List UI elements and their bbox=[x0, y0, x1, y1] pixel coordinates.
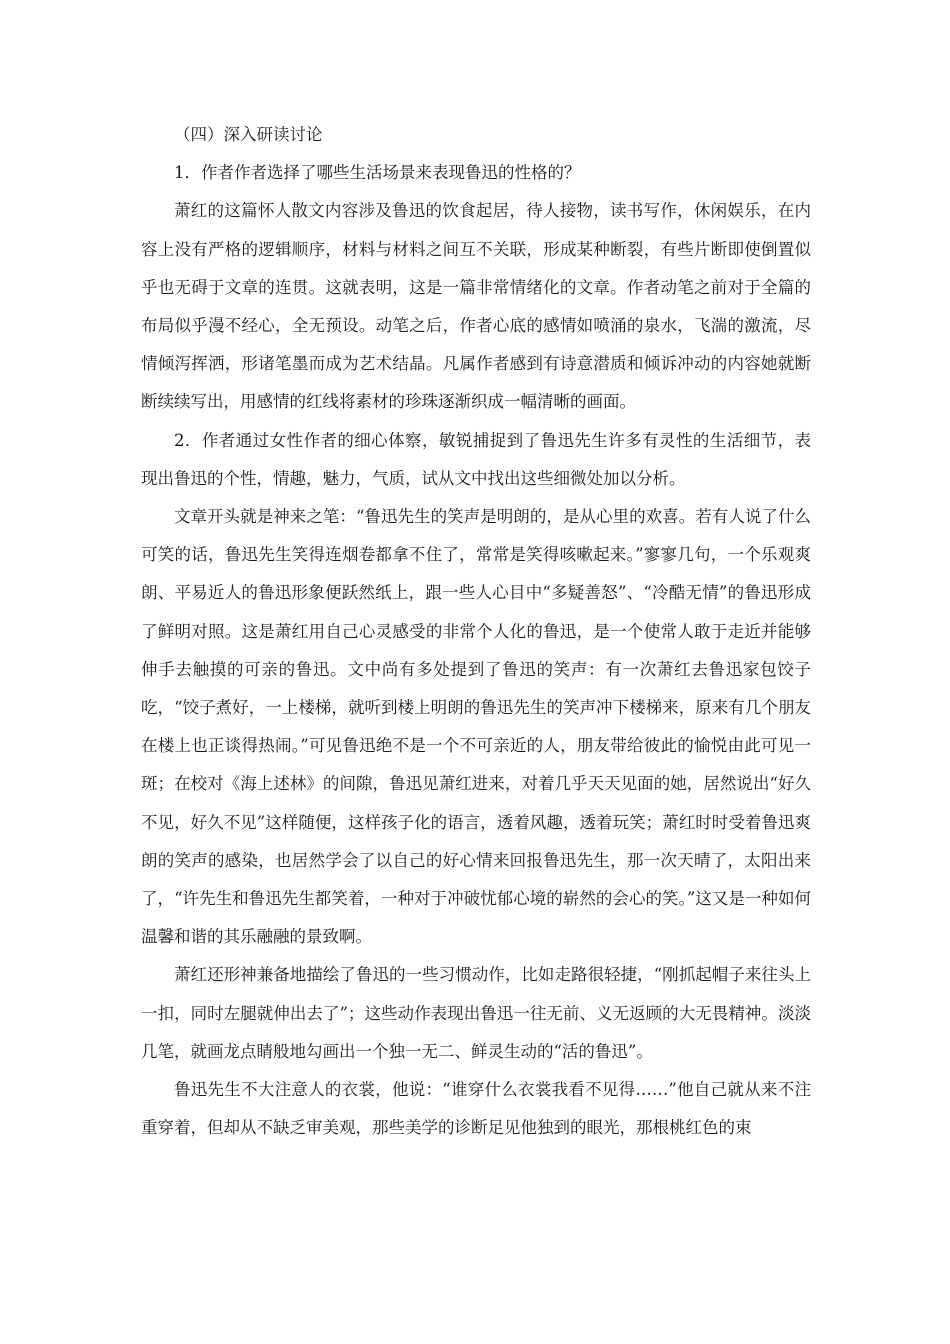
answer-2-paragraph-3: 鲁迅先生不大注意人的衣裳，他说：“谁穿什么衣裳我看不见得……”他自己就从来不注重穿着，但却从不缺乏审美观，那些美学的诊断足见他独到的眼光，那根桃红色的束 bbox=[141, 1080, 811, 1138]
document-body bbox=[141, 116, 811, 1147]
question-2: 2．作者通过女性作者的细心体察，敏锐捕捉到了鲁迅先生许多有灵性的生活细节，表现出鲁迅的个性，情趣，魅力，气质，试从文中找出这些细微处加以分析。 bbox=[141, 430, 811, 488]
section-heading: （四）深入研读讨论 bbox=[174, 125, 323, 144]
question-1: 1．作者作者选择了哪些生活场景来表现鲁迅的性格的？ bbox=[174, 163, 581, 183]
answer-1-paragraph: 萧红的这篇怀人散文内容涉及鲁迅的饮食起居，待人接物，读书写作，休闲娱乐，在内容上没有严格的逻辑顺序，材料与材料之间互不关联，形成某种断裂，有些片断即使倒置似乎也无碍于文章的连贯。这就表明，这是一篇非常情绪化的文章。作者动笔之前对于全篇的布局似乎漫不经心，全无预设。动笔之后，作者心底的感情如喷涌的泉水，飞湍的激流，尽情倾泻挥洒，形诸笔墨而成为艺术结晶。凡属作者感到有诗意潜质和倾诉冲动的内容她就断断续续写出，用感情的红线将素材的珍珠逐渐织成一幅清晰的画面。 bbox=[141, 201, 811, 412]
answer-2-paragraph-2: 萧红还形神兼备地描绘了鲁迅的一些习惯动作，比如走路很轻捷，“刚抓起帽子来往头上一扣，同时左腿就伸出去了”；这些动作表现出鲁迅一往无前、义无返顾的大无畏精神。淡淡几笔，就画龙点睛般地勾画出一个独一无二、鲜灵生动的“活的鲁迅”。 bbox=[141, 965, 811, 1061]
answer-2-paragraph-1: 文章开头就是神来之笔：“鲁迅先生的笑声是明朗的，是从心里的欢喜。若有人说了什么可笑的话，鲁迅先生笑得连烟卷都拿不住了，常常是笑得咳嗽起来。”寥寥几句，一个乐观爽朗、平易近人的鲁迅形象便跃然纸上，跟一些人心目中“多疑善怒”、“冷酷无情”的鲁迅形成了鲜明对照。这是萧红用自己心灵感受的非常个人化的鲁迅，是一个使常人敢于走近并能够伸手去触摸的可亲的鲁迅。文中尚有多处提到了鲁迅的笑声：有一次萧红去鲁迅家包饺子吃，“饺子煮好，一上楼梯，就听到楼上明朗的鲁迅先生的笑声冲下楼梯来，原来有几个朋友在楼上也正谈得热闹。”可见鲁迅绝不是一个不可亲近的人，朋友带给彼此的愉悦由此可见一斑；在校对《海上述林》的间隙，鲁迅见萧红进来，对着几乎天天见面的她，居然说出“好久不见，好久不见”这样随便，这样孩子化的语言，透着风趣，透着玩笑；萧红时时受着鲁迅爽朗的笑声的感染，也居然学会了以自己的好心情来回报鲁迅先生，那一次天晴了，太阳出来了，“许先生和鲁迅先生都笑着，一种对于冲破忧郁心境的崭然的会心的笑。”这又是一种如何温馨和谐的其乐融融的景致啊。 bbox=[141, 507, 811, 947]
